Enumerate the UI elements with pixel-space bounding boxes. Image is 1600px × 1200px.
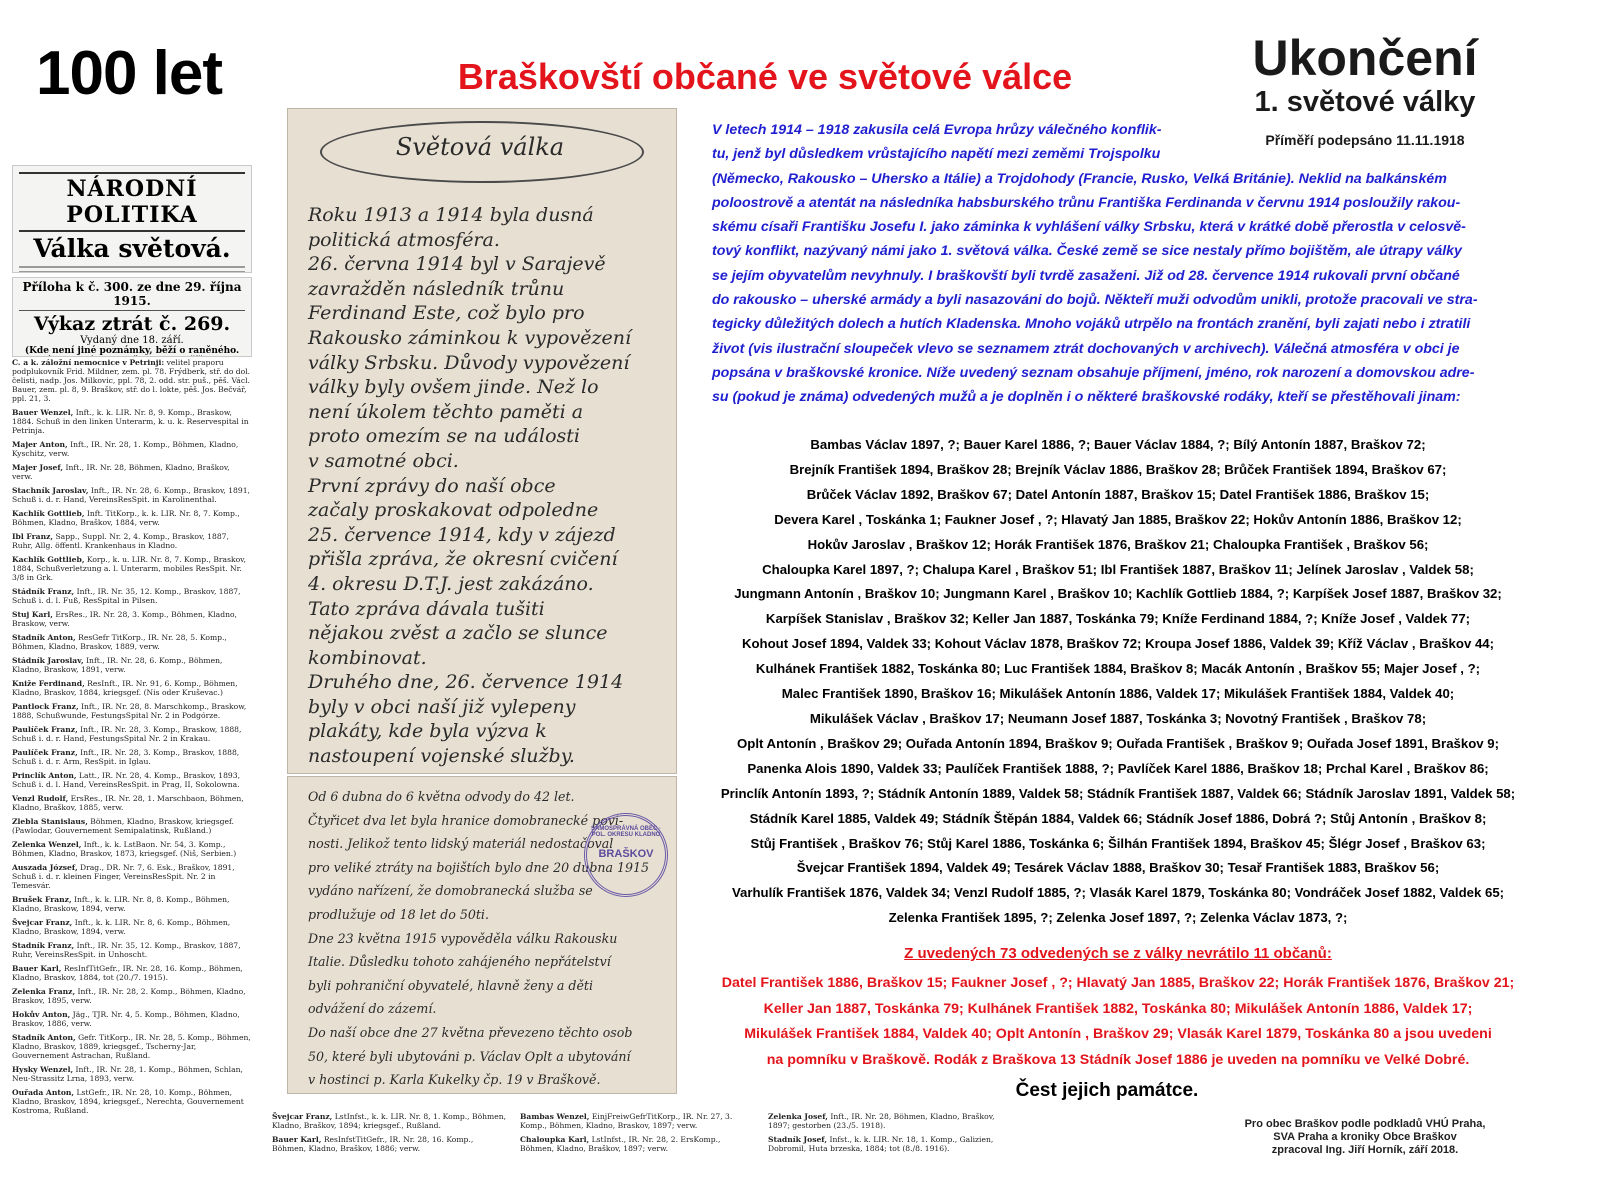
loss-entry-details: Infst., k. k. LIR. Nr. 18, 1. Komp., Galizien, Dobromil, Huta brzeska, 1884; tot (8./8. 1916).	[768, 1135, 994, 1153]
chronicle-line: plakáty, kde byla výzva k	[308, 720, 547, 743]
chronicle-line: pro veliké ztráty na bojištích bylo dne 20 dubna 1915	[308, 859, 650, 875]
loss-entry-name: Zelenka Wenzel,	[12, 840, 82, 849]
chronicle-line: není úkolem těchto paměti a	[308, 400, 584, 423]
loss-entry	[12, 941, 252, 959]
loss-entry	[12, 1065, 252, 1083]
loss-entry-details: Inft., IR. Nr. 28, 1. Komp., Böhmen, Kladno, Kyschitz, verw.	[12, 440, 239, 458]
loss-entry	[12, 463, 252, 481]
loss-entry	[272, 1112, 508, 1130]
credits	[1210, 1118, 1520, 1157]
loss-entry-details: Korp., k. u. LIR. Nr. 8, 7. Komp., Braskov, 1884, Schußverletzung a. l. Unterarm, mobiles ResSpit. Nr. 3/8 in Grk.	[12, 555, 246, 582]
roster-line: Mikulášek Václav , Braškov 17; Neumann Josef 1887, Toskánka 3; Novotný František , Braškov 78;	[809, 710, 1427, 726]
chronicle-line: prodlužuje od 18 let do 50ti.	[308, 906, 489, 922]
loss-entry	[12, 587, 252, 605]
chronicle-line: zavražděn následník trůnu	[308, 277, 565, 300]
chronicle-line: Dne 23 května 1915 vypověděla válku Rakousku	[308, 930, 618, 946]
loss-entry-details: Inft., k. k. LIR. Nr. 8, 9. Komp., Braskow, 1884. Schuß in den linken Unterarm, k. u. k. Reservespital in Petrinja.	[12, 408, 249, 435]
loss-entry	[768, 1135, 1004, 1153]
loss-entry-name: Stádník Franz,	[12, 587, 75, 596]
loss-entry	[12, 509, 252, 527]
loss-entry	[12, 863, 252, 890]
loss-entry-details: Inft., IR. Nr. 28, 6. Komp., Böhmen, Kladno, Braskow, 1891, verw.	[12, 656, 223, 674]
loss-entry-name: Bauer Karl,	[12, 964, 62, 973]
loss-entry	[12, 1010, 252, 1028]
loss-entry-details: ResInft., IR. Nr. 91, 6. Komp., Böhmen, Kladno, Braskov, 1884, kriegsgef. (Nis oder Kruševac.)	[12, 679, 238, 697]
end-title: Ukončení	[1252, 30, 1478, 86]
intro-line: popsána v braškovské kronice. Níže uvedený seznam obsahuje příjmení, jméno, rok narození a domovskou adre-	[712, 364, 1475, 381]
loss-entry-details: LstInfst., k. k. LIR. Nr. 8, 1. Komp., Böhmen, Kladno, Braškov, 1894; kriegsgef., Rußland.	[272, 1112, 507, 1130]
roster-line: Kohout Josef 1894, Valdek 33; Kohout Václav 1878, Braškov 72; Kroupa Josef 1886, Valdek 39; Kříž Václav , Braškov 44;	[741, 636, 1495, 652]
chronicle-page-1	[287, 108, 677, 774]
loss-entry	[12, 440, 252, 458]
loss-entry-details: Inft., k. k. LIR. Nr. 8, 8. Komp., Böhmen, Kladno, Braskow, 1894, verw.	[12, 895, 230, 913]
loss-entry	[12, 771, 252, 789]
intro-line: život (vis ilustrační sloupeček vlevo se seznamem ztrát dochovaných v archivech). Válečná atmosféra v obci je	[712, 340, 1460, 357]
loss-entry-name: Ouřada Anton,	[12, 1088, 75, 1097]
loss-entry-name: Stadník Josef,	[768, 1135, 828, 1144]
loss-entry-name: Zlebla Stanislaus,	[12, 817, 88, 826]
roster-line: Stůj František , Braškov 76; Stůj Karel 1886, Toskánka 6; Šilhán František 1894, Braškov 45; Šlégr Josef , Braškov 63;	[750, 835, 1486, 851]
armistice-date: Příměří podepsáno 11.11.1918	[1265, 132, 1465, 148]
not-returned-heading: Z uvedených 73 odvedených se z války nevrátilo 11 občanů:	[904, 945, 1332, 962]
intro-line: su (pokud je známa) odvedených mužů a je doplněn i o některé braškovské rodáky, kteří se přestěhovali jinam:	[712, 389, 1461, 406]
chronicle-line: byli pohraniční obyvatelé, hlavně ženy a děti	[308, 977, 593, 993]
loss-entry	[12, 964, 252, 982]
chronicle-line: v samotné obci.	[308, 449, 459, 472]
roster-line: Švejcar František 1894, Valdek 49; Tesárek Václav 1888, Braškov 30; Tesař František 1883, Braškov 56;	[796, 860, 1440, 876]
chronicle-line: 50, které byli ubytováni p. Václav Oplt a ubytování	[308, 1048, 631, 1064]
loss-entry	[12, 895, 252, 913]
chronicle-line: Od 6 dubna do 6 května odvody do 42 let.	[308, 789, 575, 804]
not-returned-line: Mikulášek František 1884, Valdek 40; Oplt Antonín , Braškov 29; Vlasák Karel 1879, Toskánka 80 a jsou uvedeni	[744, 1026, 1492, 1043]
newspaper-front-clipping	[12, 165, 252, 273]
roster-line: Bambas Václav 1897, ?; Bauer Karel 1886, ?; Bauer Václav 1884, ?; Bílý Antonín 1887, Braškov 72;	[810, 437, 1426, 452]
loss-entry-name: Hokův Anton,	[12, 1010, 71, 1019]
chronicle-line: byly v obci naší již vylepeny	[308, 695, 576, 718]
loss-entry	[12, 1088, 252, 1115]
roster-line: Malec František 1890, Braškov 16; Mikulášek Antonín 1886, Valdek 17; Mikulášek František 1884, Valdek 40;	[781, 686, 1455, 702]
loss-entry-details: Inft., IR. Nr. 35, 12. Komp., Braskov, 1887, Schuß i. d. l. Fuß, ResSpital in Pilsen.	[12, 587, 241, 605]
chronicle-page-1-text	[308, 203, 664, 769]
loss-entry-details: Jäg., TJR. Nr. 4, 5. Komp., Böhmen, Kladno, Braskov, 1886, verw.	[12, 1010, 240, 1028]
chronicle-page-2	[287, 776, 677, 1094]
loss-entry-name: Stadník Anton,	[12, 1033, 76, 1042]
roster-line: Oplt Antonín , Braškov 29; Ouřada Antonín 1894, Braškov 9; Ouřada František , Braškov 9; Ouřada Josef 1891, Braškov 9;	[737, 735, 1499, 751]
chronicle-line: 4. okresu D.T.J. jest zakázáno.	[308, 572, 594, 595]
chronicle-line: nějakou zvěst a začlo se slunce	[308, 622, 608, 645]
loss-report-header-clipping	[12, 277, 252, 357]
loss-entry-details: Inft., IR. Nr. 28, Böhmen, Kladno, Braškov, verw.	[12, 463, 230, 481]
loss-entry	[12, 702, 252, 720]
loss-entry-details: ErsRes., IR. Nr. 28, 1. Marschbaon, Böhmen, Kladno, Braškov, 1885, verw.	[12, 794, 244, 812]
not-returned-list	[682, 971, 1554, 1073]
chronicle-line: odvážení do zázemí.	[308, 1001, 437, 1017]
chronicle-line: kombinovat.	[308, 646, 427, 669]
loss-entry-name: Hysky Wenzel,	[12, 1065, 74, 1074]
chronicle-line: Do naší obce dne 27 května převezeno těchto osob	[308, 1024, 633, 1040]
loss-entry-details: EinjFreiwGefrTitKorp., IR. Nr. 27, 3. Komp., Böhmen, Kladno, Braskov, 1897; verw.	[520, 1112, 733, 1130]
roster-line: Jungmann Antonín , Braškov 10; Jungmann Karel , Braškov 10; Kachlík Gottlieb 1884, ?; Karpíšek Josef 1887, Braškov 32;	[734, 586, 1502, 602]
newspaper-headline: Válka světová.	[33, 234, 231, 263]
end-subtitle: 1. světové války	[1254, 86, 1476, 118]
chronicle-line: 25. července 1914, kdy v zájezd	[308, 523, 616, 546]
loss-entry-details: Drag., DR. Nr. 7, 6. Esk., Braškov, 1891, Schuß i. d. r. kleinen Finger, VereinsResSpit. Nr. 2 in Temesvár.	[12, 863, 235, 890]
roster-line: Brejník František 1894, Braškov 28; Brejník Václav 1886, Braškov 28; Brůček František 1894, Braškov 67;	[789, 461, 1447, 477]
not-returned-line: na pomníku v Braškově. Rodák z Braškova 13 Stádník Josef 1886 je uveden na pomníku ve Velké Dobré.	[766, 1051, 1470, 1068]
loss-entry-details: Inft. TitKorp., k. k. LIR. Nr. 8, 7. Komp., Böhmen, Kladno, Braškov, 1884, verw.	[12, 509, 240, 527]
chronicle-line: nosti. Jelikož tento lidský materiál nedostačoval	[308, 836, 614, 852]
roster-line: Varhulík František 1876, Valdek 34; Venzl Rudolf 1885, ?; Vlasák Karel 1879, Toskánka 80; Vondráček Josef 1882, Valdek 65;	[731, 885, 1505, 901]
chronicle-line: Italie. Důsledku tohoto zahájeného nepřátelství	[308, 954, 611, 970]
intro-line: (Německo, Rakousko – Uhersko a Itálie) a Trojdohody (Francie, Rusko, Velká Británie). Neklid na balkánském	[712, 170, 1447, 187]
bottom-clipping-1	[272, 1112, 508, 1158]
loss-entry-name: Stadník Franz,	[12, 941, 75, 950]
loss-entry-name: Pantlock Franz,	[12, 702, 79, 711]
loss-entry-details: Böhmen, Kladno, Braskow, kriegsgef. (Pawlodar, Gouvernement Semipalatinsk, Rußland.)	[12, 817, 234, 835]
stamp-center-text: BRAŠKOV	[598, 848, 654, 860]
loss-entry	[12, 408, 252, 435]
loss-entry-details: Latt., IR. Nr. 28, 4. Komp., Braskov, 1893, Schuß i. d. l. Hand, VereinsResSpit. in Prag, II, Sokolowna.	[12, 771, 240, 789]
roster-line: Devera Karel , Toskánka 1; Faukner Josef , ?; Hlavatý Jan 1885, Braškov 22; Hokův Antonín 1886, Braškov 12;	[774, 511, 1462, 527]
loss-entry-details: Inft., k. k. LIR. Nr. 8, 6. Komp., Böhmen, Kladno, Braskow, 1894, verw.	[12, 918, 231, 936]
loss-entry-name: Ibl Franz,	[12, 532, 54, 541]
chronicle-line: politická atmosféra.	[308, 228, 500, 251]
chronicle-line: v hostinci p. Karla Kukelky čp. 19 v Braškově.	[308, 1072, 601, 1088]
intro-line: skému císaři Františku Josefu I. jako záminka k vyhlášení války Srbsku, která v krátké době přerostla v celosvě-	[712, 219, 1466, 236]
roster-line: Stádník Karel 1885, Valdek 49; Stádník Štěpán 1884, Valdek 66; Stádník Josef 1886, Dobrá ?; Stůj Antonín , Braškov 8;	[749, 810, 1487, 826]
municipal-stamp	[584, 813, 668, 897]
loss-entry-name: C. a k. záložní nemocnice v Petrinji:	[12, 358, 165, 367]
loss-entry-name: Paulíček Franz,	[12, 725, 78, 734]
roster-line: Karpíšek Stanislav , Braškov 32; Keller Jan 1887, Toskánka 79; Kníže Ferdinand 1884, ?; Kníže Josef , Valdek 77;	[765, 611, 1471, 627]
loss-entry	[12, 748, 252, 766]
loss-entry-details: LstInfst., IR. Nr. 28, 2. ErsKomp., Böhmen, Kladno, Braškov, 1897; verw.	[520, 1135, 721, 1153]
intro-line: V letech 1914 – 1918 zakusila celá Evropa hrůzy válečného konflik-	[712, 122, 1162, 138]
loss-entry-name: Venzl Rudolf,	[12, 794, 69, 803]
roster-line: Kulhánek František 1882, Toskánka 80; Luc František 1884, Braškov 8; Macák Antonín , Braškov 55; Majer Josef , ?;	[755, 661, 1481, 677]
chronicle-line: Roku 1913 a 1914 byla dusná	[308, 204, 594, 226]
roster-line: Zelenka František 1895, ?; Zelenka Josef 1897, ?; Zelenka Václav 1873, ?;	[888, 910, 1348, 926]
loss-entry-name: Stuj Karl,	[12, 610, 53, 619]
loss-entry-name: Kachlík Gottlieb,	[12, 509, 85, 518]
loss-entry-details: Inft., IR. Nr. 28, 3. Komp., Braskow, 1888, Schuß i. d. r. Hand, FestungsSpital Nr. 2 in Krakau.	[12, 725, 242, 743]
newspaper-masthead: NÁRODNÍ POLITIKA	[19, 172, 245, 232]
loss-entry-details: Gefr. TitKorp., IR. Nr. 28, 5. Komp., Böhmen, Kladno, Braskov, 1889, kriegsgef., Tscherny-Jar, Gouvernement Astrachan, Rußland.	[12, 1033, 251, 1060]
loss-entry-name: Princlík Anton,	[12, 771, 77, 780]
chronicle-line: vydáno nařízení, že domobranecká služba se	[308, 883, 593, 899]
chronicle-line: Čtyřicet dva let byla hranice domobranecké povi-	[308, 812, 624, 828]
intro-line: tegicky důležitých dolech a hutích Kladenska. Mnoho vojáků utrpělo na frontách zranění, byli zajati nebo i ztratili	[712, 316, 1471, 333]
loss-entry-name: Auszada József,	[12, 863, 78, 872]
chronicle-line: začaly proskakovat odpoledne	[308, 499, 599, 522]
chronicle-line: proto omezím se na události	[308, 425, 580, 448]
loss-entry	[12, 610, 252, 628]
loss-entry	[12, 817, 252, 835]
not-returned-line: Keller Jan 1887, Toskánka 79; Kulhánek František 1882, Toskánka 80; Mikulášek Antonín 1886, Valdek 17;	[763, 1000, 1473, 1017]
honor-line: Čest jejich památce.	[1015, 1080, 1199, 1101]
page-main-title: Braškovští občané ve světové válce	[457, 56, 1073, 97]
chronicle-line: přišla zpráva, že okresní cvičení	[308, 548, 618, 571]
loss-entry	[12, 918, 252, 936]
loss-report-note: (Kde není jiné poznámky, běží o raněného.	[24, 346, 240, 356]
loss-entry-name: Kniže Ferdinand,	[12, 679, 85, 688]
loss-entry	[768, 1112, 1004, 1130]
loss-entry-name: Brušek Franz,	[12, 895, 72, 904]
loss-entry	[12, 987, 252, 1005]
loss-entry	[12, 679, 252, 697]
chronicle-line: války Srbsku. Důvody vypovězení	[308, 351, 630, 374]
loss-entry-name: Švejcar Franz,	[12, 918, 73, 927]
loss-entry-name: Zelenka Franz,	[12, 987, 76, 996]
chronicle-heading: Světová válka	[395, 133, 565, 161]
loss-entry-name: Zelenka Josef,	[768, 1112, 828, 1121]
chronicle-line: 26. června 1914 byl v Sarajevě	[308, 253, 606, 276]
loss-entry-details: Inft., IR. Nr. 28, 8. Marschkomp., Braskow, 1888, Schußwunde, FestungsSpital Nr. 2 in Podgórze.	[12, 702, 247, 720]
conscript-roster	[682, 433, 1554, 931]
roster-line: Brůček Václav 1892, Braškov 67; Datel Antonín 1887, Braškov 15; Datel František 1886, Braškov 15;	[806, 486, 1430, 502]
loss-entry-name: Bauer Karl,	[272, 1135, 322, 1144]
stamp-ring-text: SAMOSPRÁVNÁ OBEC · POL. OKRESU KLADNO	[590, 826, 661, 838]
intro-line: tu, jenž byl důsledkem vrůstajícího napětí mezi zeměmi Trojspolku	[712, 146, 1161, 163]
supplement-line: Příloha k č. 300. ze dne 29. října 1915.	[19, 280, 245, 311]
loss-entry	[272, 1135, 508, 1153]
loss-entry-details: Inft., IR. Nr. 28, 1. Komp., Böhmen, Schlan, Neu-Strassitz Lrna, 1893, verw.	[12, 1065, 243, 1083]
roster-line: Princlík Antonín 1893, ?; Stádník Antonín 1889, Valdek 58; Stádník František 1887, Valdek 66; Stádník Jaroslav 1891, Valdek 58;	[720, 785, 1516, 801]
loss-entry-name: Paulíček Franz,	[12, 748, 78, 757]
chronicle-line: války byly ovšem jinde. Než lo	[308, 376, 599, 399]
loss-entry	[12, 725, 252, 743]
page-big-title: 100 let	[36, 39, 223, 108]
loss-entry-details: Sapp., Suppl. Nr. 2, 4. Komp., Braskov, 1887, Ruhr, Allg. öffentl. Krankenhaus in Kladno.	[12, 532, 229, 550]
loss-entry-details: velitel praporu podplukovník Frid. Mildner, zem. pl. 78. Frýdberk, stř. do dol. čelisti, nadp. Jos. Milkovic, ppl. 78, 2. odd. str. puš., pěš. Václ. Bauer, zem. pl. 8, 9. Braškov, stř. do l. lokte, pěš. Jos. Bečvář, ppl. 21, 3.	[12, 358, 251, 403]
loss-entry-details: Inft., k. k. LstBaon. Nr. 54, 3. Komp., Böhmen, Kladno, Braskov, 1873, kriegsgef. (Niš, Serbien.)	[12, 840, 237, 858]
loss-entry-name: Majer Josef,	[12, 463, 64, 472]
newspaper-text-lines	[19, 266, 245, 273]
roster-line: Hokův Jaroslav , Braškov 12; Horák František 1876, Braškov 21; Chaloupka František , Braškov 56;	[807, 536, 1429, 552]
loss-entry-details: Inft., IR. Nr. 28, 2. Komp., Böhmen, Kladno, Braskov, 1895, verw.	[12, 987, 246, 1005]
intro-line: do rakousko – uherské armády a byli nasazováni do bojů. Někteří muži odvodům unikli, protože pracovali ve stra-	[712, 292, 1478, 309]
intro-line: se jejím obyvatelům nevyhnuly. I braškovští byli tvrdě zasaženi. Již od 28. července 1914 rukovali první občané	[712, 267, 1460, 284]
credits-line: zpracoval Ing. Jiří Horník, září 2018.	[1271, 1144, 1459, 1156]
loss-entry-name: Kachlík Gottlieb,	[12, 555, 85, 564]
loss-entry-details: Inft., IR. Nr. 28, Böhmen, Kladno, Braškov, 1897; gestorben (23./5. 1918).	[768, 1112, 995, 1130]
loss-entry	[12, 633, 252, 651]
intro-line: tový konflikt, nazývaný námi jako 1. světová válka. České země se sice nestaly přímo bojištěm, ale útrapy války	[712, 243, 1462, 260]
loss-entry-name: Stachník Jaroslav,	[12, 486, 89, 495]
loss-entry	[12, 486, 252, 504]
loss-entry-details: LstGefr., IR. Nr. 28, 10. Komp., Böhmen, Kladno, Braskov, 1894, kriegsgef., Nerechta, Gouvernement Kostroma, Rußland.	[12, 1088, 244, 1115]
loss-entry	[520, 1135, 756, 1153]
loss-entry-details: Inft., IR. Nr. 35, 12. Komp., Braskov, 1887, Ruhr, VereinsResSpit. in Unhoscht.	[12, 941, 241, 959]
loss-entry-details: ResInfstTitGefr., IR. Nr. 28, 16. Komp., Böhmen, Kladno, Braškov, 1886; verw.	[272, 1135, 474, 1153]
chronicle-line: Druhého dne, 26. července 1914	[308, 671, 624, 694]
credits-line: Pro obec Braškov podle podkladů VHÚ Praha,	[1244, 1118, 1486, 1130]
bottom-clipping-3	[768, 1112, 1004, 1158]
chronicle-line: Rakousko záminkou k vypovězení	[308, 326, 632, 349]
loss-report-title: Výkaz ztrát č. 269.	[33, 313, 231, 335]
not-returned-line: Datel František 1886, Braškov 15; Faukner Josef , ?; Hlavatý Jan 1885, Braškov 22; Horák František 1876, Braškov 21;	[721, 975, 1515, 991]
credits-line: SVA Praha a kroniky Obce Braškov	[1273, 1131, 1457, 1143]
loss-entry-name: Stádník Jaroslav,	[12, 656, 84, 665]
loss-entry-name: Švejcar Franz,	[272, 1112, 333, 1121]
loss-entry-details: ResGefr TitKorp., IR. Nr. 28, 5. Komp., Böhmen, Kladno, Braskov, 1889, verw.	[12, 633, 227, 651]
chronicle-line: Tato zpráva dávala tušiti	[308, 597, 545, 620]
loss-entry-details: ResInfTitGefr., IR. Nr. 28, 16. Komp., Böhmen, Kladno, Braskov, 1884, tot (20./7. 1915).	[12, 964, 243, 982]
chronicle-line: První zprávy do naší obce	[308, 474, 556, 497]
loss-entry-name: Bambas Wenzel,	[520, 1112, 590, 1121]
loss-entry	[520, 1112, 756, 1130]
roster-line: Panenka Alois 1890, Valdek 33; Paulíček František 1888, ?; Pavlíček Karel 1886, Braškov 18; Prchal Karel , Braškov 86;	[747, 760, 1489, 776]
intro-line: poloostrově a atentát na následníka habsburského trůnu Františka Ferdinanda v červnu 1914 posloužily rakou-	[712, 194, 1461, 211]
loss-entry	[12, 840, 252, 858]
chronicle-line: nastoupení vojenské služby.	[308, 745, 575, 768]
loss-entry-name: Stadník Anton,	[12, 633, 76, 642]
loss-entry-details: Inft., IR. Nr. 28, 6. Komp., Braskov, 1891, Schuß i. d. r. Hand, VereinsResSpit. in Karolinenthal.	[12, 486, 250, 504]
loss-report-issued: Vydaný dne 18. září.	[80, 335, 184, 346]
loss-entry	[12, 532, 252, 550]
loss-entry-name: Chaloupka Karl,	[520, 1135, 590, 1144]
loss-entry-details: Inft., IR. Nr. 28, 3. Komp., Braskov, 1888, Schuß i. d. r. Arm, ResSpit. in Iglau.	[12, 748, 240, 766]
intro-paragraph	[712, 118, 1532, 410]
loss-entry	[12, 794, 252, 812]
loss-entry	[12, 358, 252, 403]
loss-entry	[12, 1033, 252, 1060]
loss-entry	[12, 555, 252, 582]
loss-entry-name: Majer Anton,	[12, 440, 68, 449]
loss-entry-name: Bauer Wenzel,	[12, 408, 74, 417]
loss-entry-details: ErsRes., IR. Nr. 28, 3. Komp., Böhmen, Kladno, Braskow, verw.	[12, 610, 237, 628]
chronicle-line: Ferdinand Este, což bylo pro	[308, 302, 585, 325]
roster-line: Chaloupka Karel 1897, ?; Chalupa Karel , Braškov 51; Ibl František 1887, Braškov 11; Jelínek Jaroslav , Valdek 58;	[762, 561, 1474, 577]
bottom-clipping-2	[520, 1112, 756, 1158]
loss-entry	[12, 656, 252, 674]
loss-list-column	[12, 358, 252, 1158]
